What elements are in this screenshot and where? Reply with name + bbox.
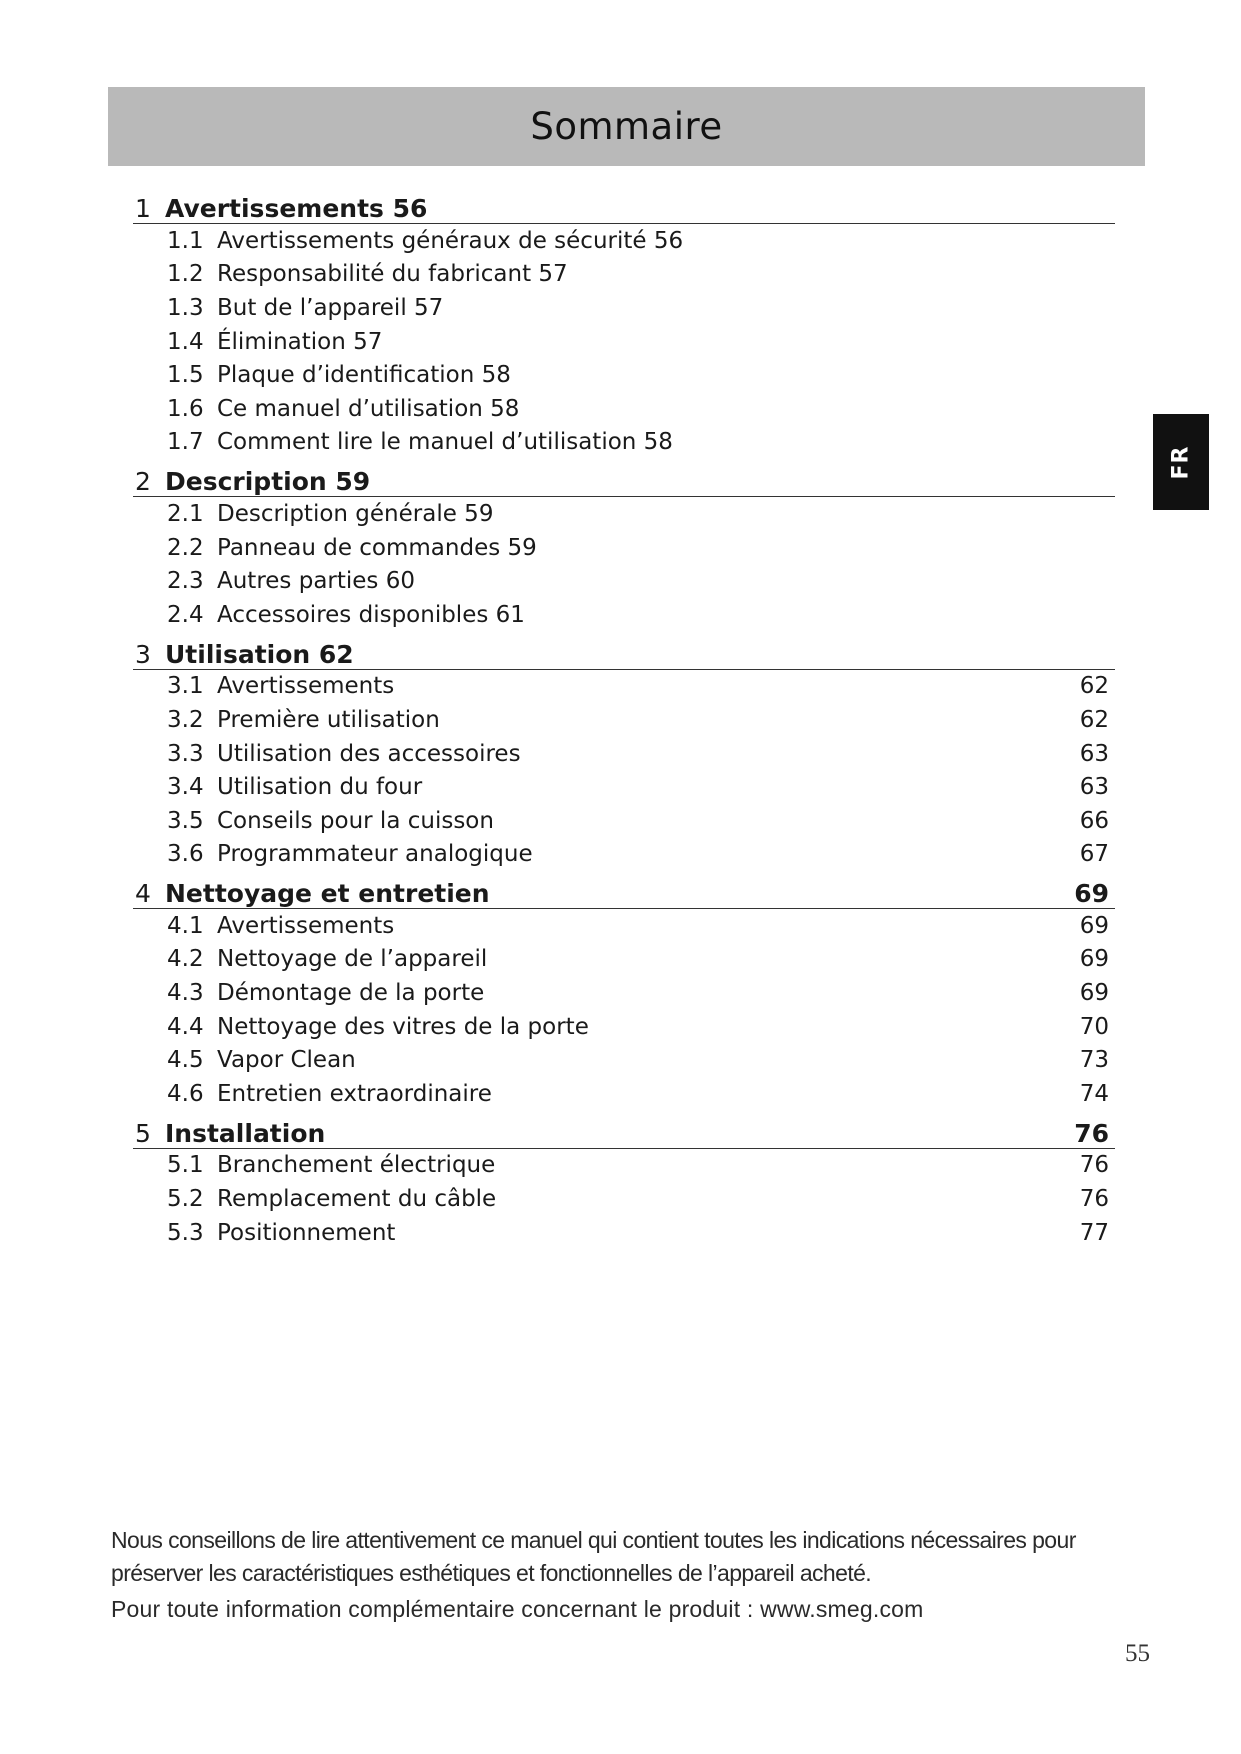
chapter-number: 2	[135, 467, 151, 497]
toc-section-row[interactable]	[133, 703, 1115, 737]
section-number: 4.1	[167, 912, 204, 939]
section-title: Avertissements	[217, 673, 395, 700]
toc-chapter-row[interactable]	[133, 186, 1115, 224]
section-title: Avertissements	[217, 912, 395, 939]
section-title: Conseils pour la cuisson	[217, 807, 494, 834]
section-page: 76	[1079, 1152, 1109, 1179]
toc-section-row[interactable]	[133, 770, 1115, 804]
chapter-title: Description 59	[165, 467, 371, 497]
toc-chapter-row[interactable]	[133, 632, 1115, 670]
section-number: 3.5	[167, 807, 204, 834]
toc-chapter-row[interactable]	[133, 459, 1115, 497]
section-number: 1.7	[167, 429, 204, 456]
section-title: Utilisation des accessoires	[217, 740, 521, 767]
section-number: 3.6	[167, 841, 204, 868]
toc-section-row[interactable]	[133, 392, 1115, 426]
section-title: Première utilisation	[217, 706, 440, 733]
section-number: 3.4	[167, 774, 204, 801]
table-of-contents	[133, 186, 1115, 1249]
toc-section-row[interactable]	[133, 224, 1115, 258]
toc-section-row[interactable]	[133, 670, 1115, 704]
chapter-title: Installation	[165, 1118, 326, 1148]
toc-chapter	[133, 632, 1115, 872]
section-number: 1.5	[167, 362, 204, 389]
toc-section-row[interactable]	[133, 426, 1115, 460]
toc-section-row[interactable]	[133, 1216, 1115, 1250]
toc-chapter-row[interactable]	[133, 1111, 1115, 1149]
section-page: 62	[1079, 706, 1109, 733]
section-page: 69	[1079, 912, 1109, 939]
toc-chapter	[133, 186, 1115, 459]
section-title: Avertissements généraux de sécurité 56	[217, 227, 684, 254]
section-number: 4.5	[167, 1047, 204, 1074]
chapter-number: 1	[135, 194, 151, 223]
section-number: 5.3	[167, 1219, 204, 1246]
toc-chapter	[133, 459, 1115, 631]
section-page: 73	[1079, 1047, 1109, 1074]
section-title: Nettoyage de l’appareil	[217, 946, 488, 973]
section-title: Description générale 59	[217, 500, 494, 527]
page-number: 55	[1125, 1640, 1150, 1667]
toc-section-row[interactable]	[133, 531, 1115, 565]
toc-section-row[interactable]	[133, 325, 1115, 359]
section-title: Ce manuel d’utilisation 58	[217, 395, 520, 422]
section-title: Élimination 57	[217, 328, 383, 355]
section-page: 69	[1079, 946, 1109, 973]
page-title: Sommaire	[530, 105, 723, 148]
section-title: But de l’appareil 57	[217, 294, 444, 321]
toc-section-row[interactable]	[133, 1043, 1115, 1077]
section-page: 63	[1079, 740, 1109, 767]
toc-section-row[interactable]	[133, 737, 1115, 771]
chapter-page: 76	[1074, 1118, 1109, 1148]
section-number: 5.2	[167, 1186, 204, 1213]
section-number: 3.2	[167, 706, 204, 733]
language-tab-label: FR	[1168, 445, 1194, 479]
chapter-title: Utilisation 62	[165, 639, 354, 669]
chapter-number: 4	[135, 879, 151, 909]
section-number: 2.3	[167, 568, 204, 595]
section-title: Comment lire le manuel d’utilisation 58	[217, 429, 673, 456]
chapter-title: Avertissements 56	[165, 194, 428, 223]
toc-chapter	[133, 1111, 1115, 1250]
toc-section-row[interactable]	[133, 943, 1115, 977]
toc-section-row[interactable]	[133, 1182, 1115, 1216]
section-page: 67	[1079, 841, 1109, 868]
language-tab	[1153, 414, 1209, 510]
section-number: 1.2	[167, 261, 204, 288]
section-number: 4.3	[167, 980, 204, 1007]
toc-section-row[interactable]	[133, 564, 1115, 598]
footer-line-1: Nous conseillons de lire attentivement ce manuel qui contient toutes les indications nécessaires pour	[111, 1527, 1076, 1553]
toc-section-row[interactable]	[133, 804, 1115, 838]
footer-line-2: préserver les caractéristiques esthétiques et fonctionnelles de l’appareil acheté.	[111, 1560, 872, 1586]
section-title: Autres parties 60	[217, 568, 415, 595]
toc-section-row[interactable]	[133, 838, 1115, 872]
section-title: Accessoires disponibles 61	[217, 601, 525, 628]
section-page: 70	[1079, 1013, 1109, 1040]
section-title: Nettoyage des vitres de la porte	[217, 1013, 589, 1040]
section-title: Branchement électrique	[217, 1152, 496, 1179]
section-title: Responsabilité du fabricant 57	[217, 261, 568, 288]
section-number: 3.3	[167, 740, 204, 767]
section-title: Vapor Clean	[217, 1047, 356, 1074]
section-number: 1.1	[167, 227, 204, 254]
toc-section-row[interactable]	[133, 497, 1115, 531]
section-page: 66	[1079, 807, 1109, 834]
section-number: 2.1	[167, 500, 204, 527]
section-page: 74	[1079, 1080, 1109, 1107]
section-page: 77	[1079, 1219, 1109, 1246]
toc-section-row[interactable]	[133, 358, 1115, 392]
section-number: 4.6	[167, 1080, 204, 1107]
section-title: Positionnement	[217, 1219, 396, 1246]
section-page: 69	[1079, 980, 1109, 1007]
section-number: 3.1	[167, 673, 204, 700]
chapter-page: 69	[1074, 879, 1109, 909]
toc-section-row[interactable]	[133, 598, 1115, 632]
toc-section-row[interactable]	[133, 291, 1115, 325]
section-number: 1.6	[167, 395, 204, 422]
section-title: Démontage de la porte	[217, 980, 485, 1007]
section-page: 63	[1079, 774, 1109, 801]
chapter-number: 5	[135, 1118, 151, 1148]
section-number: 4.4	[167, 1013, 204, 1040]
section-title: Entretien extraordinaire	[217, 1080, 492, 1107]
section-page: 62	[1079, 673, 1109, 700]
section-title: Utilisation du four	[217, 774, 423, 801]
chapter-title: Nettoyage et entretien	[165, 879, 490, 909]
section-number: 2.2	[167, 534, 204, 561]
section-number: 4.2	[167, 946, 204, 973]
section-number: 5.1	[167, 1152, 204, 1179]
toc-section-row[interactable]	[133, 1149, 1115, 1183]
toc-section-row[interactable]	[133, 909, 1115, 943]
toc-chapter-row[interactable]	[133, 871, 1115, 909]
section-title: Panneau de commandes 59	[217, 534, 537, 561]
section-title: Plaque d’identification 58	[217, 362, 511, 389]
section-number: 1.3	[167, 294, 204, 321]
footer-note	[111, 1524, 1151, 1626]
section-number: 1.4	[167, 328, 204, 355]
section-title: Programmateur analogique	[217, 841, 533, 868]
footer-info: Pour toute information complémentaire concernant le produit : www.smeg.com	[111, 1596, 924, 1622]
section-title: Remplacement du câble	[217, 1186, 497, 1213]
toc-section-row[interactable]	[133, 1010, 1115, 1044]
section-page: 76	[1079, 1186, 1109, 1213]
toc-section-row[interactable]	[133, 1077, 1115, 1111]
title-bar	[108, 87, 1145, 166]
chapter-number: 3	[135, 639, 151, 669]
section-number: 2.4	[167, 601, 204, 628]
toc-chapter	[133, 871, 1115, 1111]
toc-section-row[interactable]	[133, 258, 1115, 292]
toc-section-row[interactable]	[133, 976, 1115, 1010]
